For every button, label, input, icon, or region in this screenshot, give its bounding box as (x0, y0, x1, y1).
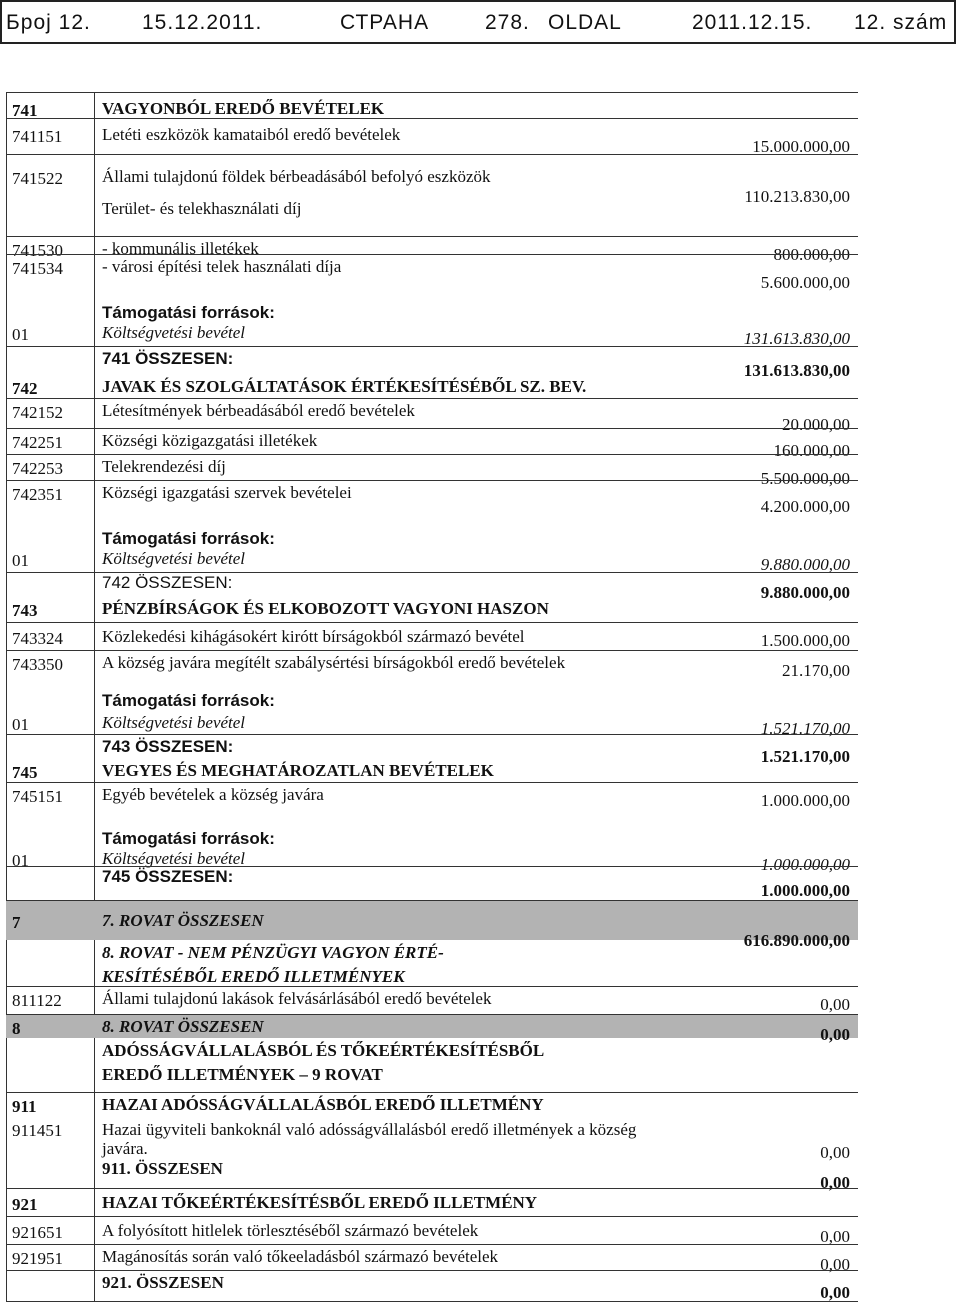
row-description: Községi közigazgatási illetékek (102, 431, 318, 450)
table-row (6, 1244, 858, 1274)
table-row (6, 236, 858, 264)
row-description: 745 ÖSSZESEN: (102, 867, 234, 886)
table-row (6, 572, 858, 602)
table-row (6, 820, 858, 848)
row-description-continued: EREDŐ ILLETMÉNYEK – 9 ROVAT (102, 1065, 383, 1084)
row-description-continued: KESÍTÉSÉBŐL EREDŐ ILLETMÉNYEK (102, 967, 405, 986)
table-row (6, 254, 858, 292)
table-row (6, 986, 858, 1014)
row-description-continued: javára. (102, 1139, 148, 1158)
row-amount: 9.880.000,00 (760, 583, 850, 602)
row-amount: 4.200.000,00 (760, 497, 850, 516)
table-row (6, 686, 858, 712)
row-amount: 0,00 (820, 995, 850, 1014)
row-code: 742251 (12, 433, 63, 452)
row-description: Magánosítás során való tőkeeladásból származó bevételek (102, 1247, 499, 1266)
table-row (6, 398, 858, 434)
row-amount: 1.000.000,00 (760, 791, 850, 810)
row-description: Letéti eszközök kamataiból eredő bevételek (102, 125, 401, 144)
table-row (6, 92, 858, 118)
row-description: 921. ÖSSZESEN (102, 1273, 224, 1292)
row-description: 742 ÖSSZESEN: (102, 573, 233, 592)
header-broj: Број 12. (6, 11, 91, 34)
table-row (6, 940, 858, 986)
row-amount: 110.213.830,00 (744, 187, 850, 206)
header-oldal: OLDAL (548, 11, 622, 34)
row-description: 8. ROVAT ÖSSZESEN (102, 1017, 264, 1036)
row-amount: 0,00 (820, 1283, 850, 1302)
table-row (6, 848, 858, 874)
row-code: 7 (12, 913, 21, 932)
table-row (6, 346, 858, 380)
row-code: 745151 (12, 787, 63, 806)
row-amount: 1.500.000,00 (760, 631, 850, 650)
row-description: Támogatási források: (102, 303, 275, 322)
row-amount: 0,00 (820, 1227, 850, 1246)
row-amount: 616.890.000,00 (743, 931, 850, 950)
row-amount: 131.613.830,00 (743, 329, 850, 348)
table-row (6, 1092, 858, 1116)
header-date-hu: 2011.12.15. (692, 11, 813, 34)
table-row (6, 454, 858, 488)
row-amount: 1.000.000,00 (760, 881, 850, 900)
row-description: A község javára megítélt szabálysértési bírságokból eredő bevételek (102, 653, 566, 672)
row-amount: 1.521.170,00 (760, 719, 850, 738)
row-description: Költségvetési bevétel (102, 549, 246, 568)
row-description: Támogatási források: (102, 529, 275, 548)
row-description: Költségvetési bevétel (102, 323, 246, 342)
table-row (6, 712, 858, 738)
table-row (6, 866, 858, 900)
table-row (6, 622, 858, 650)
row-amount: 20.000,00 (782, 415, 850, 434)
row-description: - városi építési telek használati díja (102, 257, 342, 276)
page-header (0, 0, 956, 44)
row-code: 01 (12, 325, 29, 344)
row-description: A folyósított hitlelek törlesztéséből származó bevételek (102, 1221, 479, 1240)
table-row (6, 734, 858, 766)
revenue-table (6, 92, 858, 1302)
row-code: 742351 (12, 485, 63, 504)
row-description: Telekrendezési díj (102, 457, 226, 476)
row-code: 8 (12, 1019, 21, 1038)
row-description: Állami tulajdonú földek bérbeadásából befolyó eszközök (102, 167, 491, 186)
row-description: 911. ÖSSZESEN (102, 1159, 223, 1178)
table-row (6, 480, 858, 514)
row-code: 811122 (12, 991, 62, 1010)
row-description: HAZAI ADÓSSÁGVÁLLALÁSBÓL EREDŐ ILLETMÉNY (102, 1095, 544, 1114)
header-page-number: 278. (485, 11, 530, 34)
row-description: Községi igazgatási szervek bevételei (102, 483, 352, 502)
row-description: PÉNZBÍRSÁGOK ÉS ELKOBOZOTT VAGYONI HASZON (102, 599, 549, 618)
row-code: 743324 (12, 629, 63, 648)
table-row (6, 1270, 858, 1302)
row-description: ADÓSSÁGVÁLLALÁSBÓL ÉS TŐKEÉRTÉKESÍTÉSBŐL (102, 1041, 545, 1060)
row-description: VAGYONBÓL EREDŐ BEVÉTELEK (102, 99, 385, 118)
table-row (6, 118, 858, 154)
table-row (6, 650, 858, 686)
table-row (6, 548, 858, 572)
row-amount: 1.521.170,00 (760, 747, 850, 766)
row-description: HAZAI TŐKEÉRTÉKESÍTÉSBŐL EREDŐ ILLETMÉNY (102, 1193, 538, 1212)
row-code: 921951 (12, 1249, 63, 1268)
table-row (6, 900, 858, 950)
table-row (6, 428, 858, 460)
row-amount: 0,00 (820, 1255, 850, 1274)
row-code: 741530 (12, 241, 63, 260)
row-amount: 0,00 (820, 1143, 850, 1162)
row-description: Állami tulajdonú lakások felvásárlásából eredő bevételek (102, 989, 492, 1008)
row-code: 741522 (12, 169, 63, 188)
row-code: 911 (12, 1097, 37, 1116)
row-code: 741 (12, 101, 38, 120)
row-amount: 0,00 (820, 1173, 850, 1192)
row-amount: 21.170,00 (782, 661, 850, 680)
row-description: Hazai ügyviteli bankoknál való adósságvállalásból eredő illetmények a község (102, 1120, 637, 1139)
header-szam: 12. szám (854, 11, 948, 34)
table-row (6, 782, 858, 820)
row-description: Egyéb bevételek a község javára (102, 785, 324, 804)
row-code: 743350 (12, 655, 63, 674)
row-description-continued: Terület- és telekhasználati díj (102, 199, 302, 218)
row-description: VEGYES ÉS MEGHATÁROZATLAN BEVÉTELEK (102, 761, 494, 780)
row-code: 745 (12, 763, 38, 782)
table-row (6, 1116, 858, 1162)
row-code: 742253 (12, 459, 63, 478)
table-row (6, 1216, 858, 1244)
row-code: 741151 (12, 127, 63, 146)
row-amount: 160.000,00 (773, 441, 850, 460)
row-description: 8. ROVAT - NEM PÉNZÜGYI VAGYON ÉRTÉ- (102, 943, 444, 962)
row-code: 921651 (12, 1223, 63, 1242)
row-description: Támogatási források: (102, 691, 275, 710)
table-row (6, 598, 858, 622)
row-code: 742152 (12, 403, 63, 422)
row-amount: 5.600.000,00 (760, 273, 850, 292)
row-code: 741534 (12, 259, 63, 278)
row-code: 01 (12, 851, 29, 870)
row-description: Támogatási források: (102, 829, 275, 848)
row-description: Költségvetési bevétel (102, 849, 246, 868)
row-amount: 5.500.000,00 (760, 469, 850, 488)
row-code: 742 (12, 379, 38, 398)
header-strana: СТРАНА (340, 11, 430, 34)
row-description: JAVAK ÉS SZOLGÁLTATÁSOK ÉRTÉKESÍTÉSÉBŐL SZ. BEV. (102, 377, 587, 396)
row-description: Közlekedési kihágásokért kirótt bírságokból származó bevétel (102, 627, 525, 646)
row-code: 921 (12, 1195, 38, 1214)
row-description: 741 ÖSSZESEN: (102, 349, 234, 368)
table-row (6, 760, 858, 782)
row-code: 01 (12, 551, 29, 570)
row-amount: 0,00 (820, 1025, 850, 1044)
row-amount: 131.613.830,00 (743, 361, 850, 380)
table-row (6, 1188, 858, 1216)
row-amount: 1.000.000,00 (760, 855, 850, 874)
table-row (6, 1158, 858, 1192)
row-amount: 800.000,00 (773, 245, 850, 264)
table-row (6, 514, 858, 548)
row-description: Létesítmények bérbeadásából eredő bevételek (102, 401, 415, 420)
table-row (6, 292, 858, 320)
row-code: 743 (12, 601, 38, 620)
row-description: 7. ROVAT ÖSSZESEN (102, 911, 264, 930)
row-description: Költségvetési bevétel (102, 713, 246, 732)
table-row (6, 320, 858, 346)
row-code: 01 (12, 715, 29, 734)
row-code: 911451 (12, 1121, 63, 1140)
table-row (6, 1038, 858, 1092)
row-amount: 9.880.000,00 (760, 555, 850, 574)
row-description: 743 ÖSSZESEN: (102, 737, 234, 756)
row-amount: 15.000.000,00 (752, 137, 850, 156)
table-row (6, 154, 858, 236)
header-date-sr: 15.12.2011. (142, 11, 263, 34)
row-description: - kommunális illetékek (102, 239, 259, 258)
table-row (6, 1014, 858, 1044)
table-row (6, 376, 858, 398)
